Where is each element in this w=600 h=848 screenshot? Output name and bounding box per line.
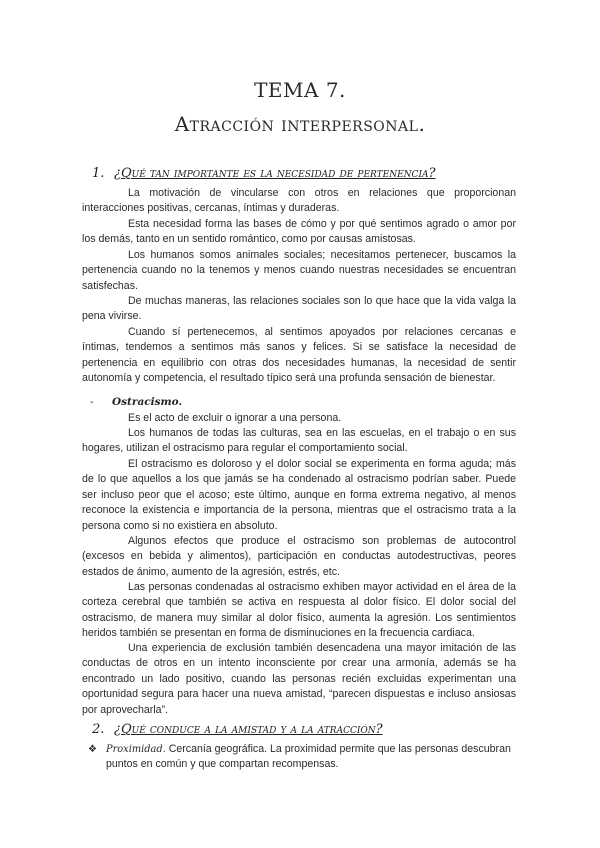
- bullet-term: Proximidad.: [106, 744, 166, 755]
- paragraph: Cuando sí pertenecemos, al sentimos apoyados por relaciones cercanas e íntimas, tendemos a sentimos más sanos y felices. Si se satisface la necesidad de pertenencia en equilibrio con otras dos necesidades humanas, la necesidad de sentir autonomía y competencia, el resultado típico será una profunda sensación de bienestar.: [82, 326, 516, 385]
- paragraph: La motivación de vincularse con otros en relaciones que proporcionan interacciones positivas, cercanas, íntimas y duraderas.: [82, 187, 516, 215]
- paragraph: Las personas condenadas al ostracismo exhiben mayor actividad en el área de la corteza cerebral que también se activa en respuesta al dolor físico. El dolor social del ostracismo, de manera muy similar al dolor físico, aumenta la agresión. Los sentimientos heridos también se presentan en forma de disminuciones en la frecuencia cardiaca.: [82, 581, 516, 640]
- dash-marker: -: [90, 396, 94, 408]
- list-item: [88, 742, 520, 776]
- section-2-heading: [92, 722, 512, 740]
- paragraph: El ostracismo es doloroso y el dolor social se experimenta en forma aguda; más de lo que aquellos a los que jamás se ha condenado al ostracismo podrían saber. Puede ser incluso peor que el acoso; este último, aunque en forma extrema negativo, al menos reconoce la existencia e importancia de la persona, mientras que el ostracismo trata a la persona como si no existiera en absoluto.: [82, 458, 516, 532]
- diamond-bullet-icon: ❖: [88, 744, 97, 755]
- section-1-number: 1.: [92, 166, 105, 181]
- paragraph: Esta necesidad forma las bases de cómo y por qué sentimos agrado o amor por los demás, tanto en un sentido romántico, como por causas amistosas.: [82, 218, 516, 246]
- bullet-description: Cercanía geográfica. La proximidad permite que las personas descubran puntos en común y que compartan recompensas.: [106, 743, 511, 771]
- ostracismo-label: Ostracismo.: [112, 396, 183, 408]
- section-1-title: ¿Qué tan importante es la necesidad de pertenencia?: [114, 166, 436, 181]
- section-2-title: ¿Qué conduce a la amistad y a la atracción?: [114, 722, 383, 737]
- document-title: TEMA 7.: [254, 78, 346, 102]
- bullet-text: [106, 742, 518, 773]
- section-1-heading: [92, 166, 512, 184]
- section-2-number: 2.: [92, 722, 105, 737]
- paragraph: Algunos efectos que produce el ostracismo son problemas de autocontrol (excesos en bebida y alimentos), participación en conductas autodestructivas, peores estados de ánimo, aumento de la agresión, estrés, etc.: [82, 535, 516, 578]
- ostracismo-subheading: [90, 396, 290, 412]
- paragraph: Es el acto de excluir o ignorar a una persona.: [128, 412, 342, 424]
- paragraph: Los humanos de todas las culturas, sea en las escuelas, en el trabajo o en sus hogares, utilizan el ostracismo para regular el comportamiento social.: [82, 427, 516, 455]
- paragraph: Los humanos somos animales sociales; necesitamos pertenecer, buscamos la pertenencia cuando no la tenemos y menos cuando nuestras necesidades se encuentran satisfechas.: [82, 249, 516, 292]
- paragraph: De muchas maneras, las relaciones sociales son lo que hace que la vida valga la pena vivirse.: [82, 295, 516, 323]
- paragraph: Una experiencia de exclusión también desencadena una mayor imitación de las conductas de otros en un intento inconsciente por crear una armonía, además se ha encontrado un lado positivo, cuando las personas recién excluidas experimentan una oportunidad segura para hacer una nueva amistad, “parecen dispuestas e incluso ansiosas por aprovecharla”.: [82, 642, 516, 716]
- document-subtitle: Atracción interpersonal.: [174, 112, 426, 136]
